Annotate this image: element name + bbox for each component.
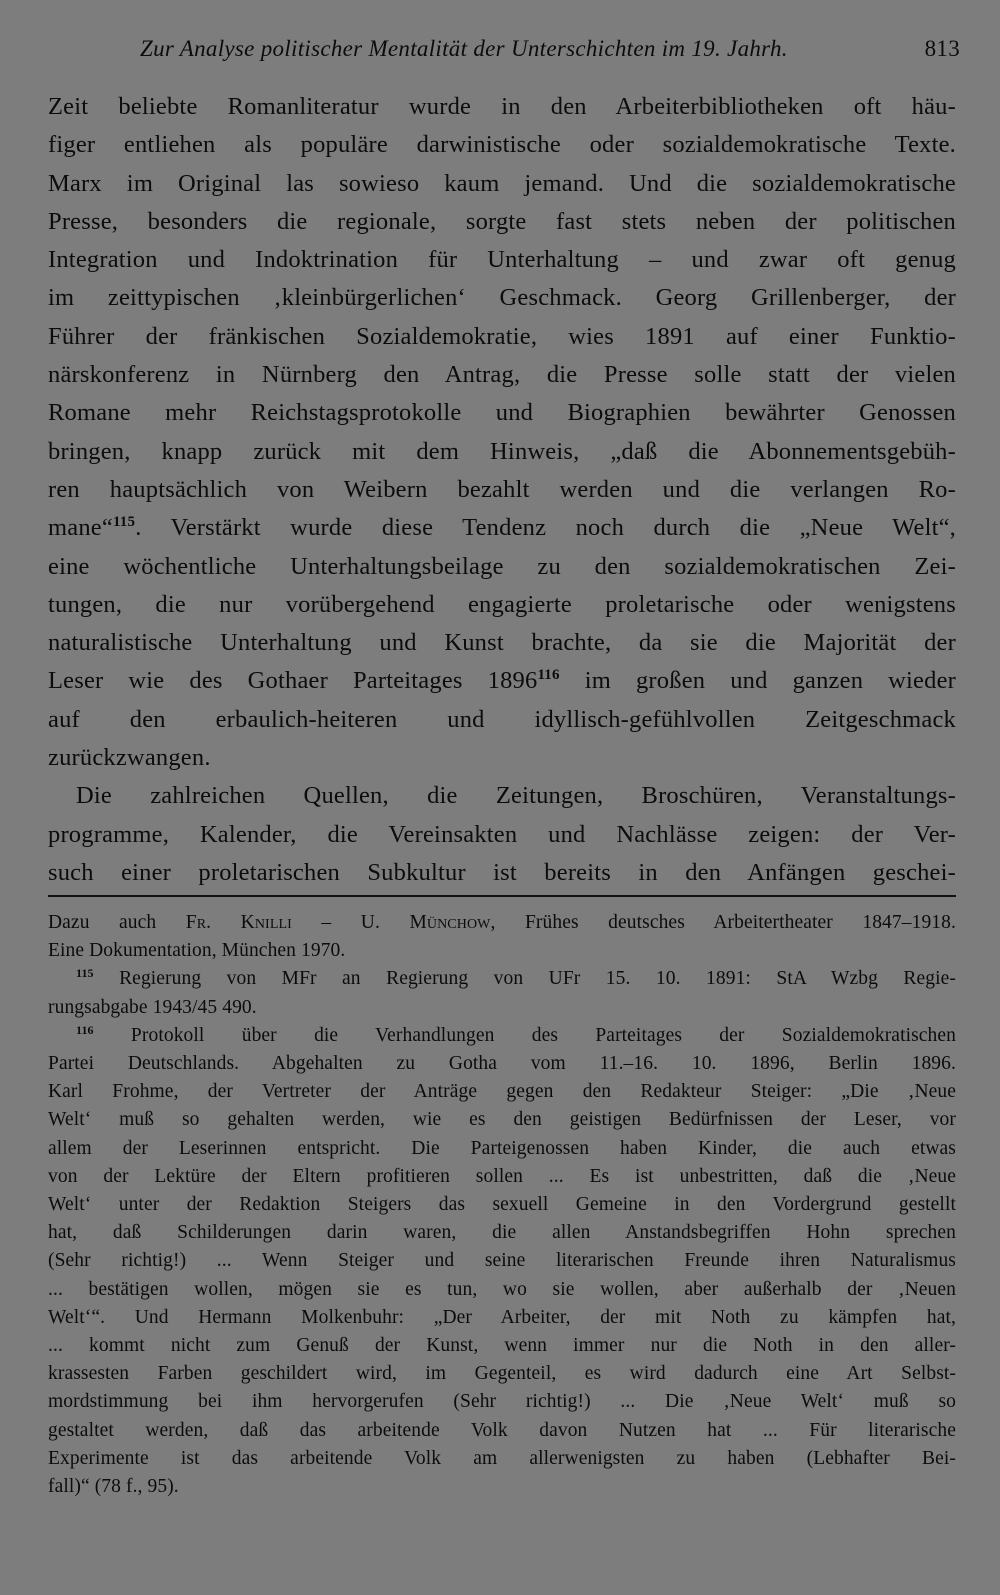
footnote-ref-116: 116	[537, 667, 560, 684]
footnote-116	[48, 1022, 956, 1050]
footnote-line: Welt‘ muß so gehalten werden, wie es den geistigen Bedürfnissen der Leser, vor	[48, 1109, 956, 1131]
text-line: auf den erbaulich-heiteren und idyllisch-gefühlvollen Zeitgeschmack	[48, 705, 956, 733]
footnote-line: ... bestätigen wollen, mögen sie es tun, wo sie wollen, aber außerhalb der ‚Neuen	[48, 1278, 956, 1300]
text-line: naturalistische Unterhaltung und Kunst brachte, da sie die Majorität der	[48, 629, 956, 657]
text-line: Presse, besonders die regionale, sorgte fast stets neben der politischen	[48, 207, 956, 235]
text-line: bringen, knapp zurück mit dem Hinweis, „daß die Abonnementsgebüh-	[48, 437, 956, 465]
text-line: programme, Kalender, die Vereinsakten und Nachlässe zeigen: der Ver-	[48, 820, 956, 848]
text-line: figer entliehen als populäre darwinistische oder sozialdemokratische Texte.	[48, 131, 956, 159]
footnote-line: Welt‘“. Und Hermann Molkenbuhr: „Der Arbeiter, der mit Noth zu kämpfen hat,	[48, 1306, 956, 1328]
page-header	[140, 30, 960, 70]
footnote-line	[48, 909, 956, 937]
footnote-line: Partei Deutschlands. Abgehalten zu Gotha vom 11.–16. 10. 1896, Berlin 1896.	[48, 1053, 956, 1075]
footnote-number: 116	[76, 1022, 94, 1037]
text-line: ren hauptsächlich von Weibern bezahlt werden und die verlangen Ro-	[48, 475, 956, 503]
footnote-line: mordstimmung bei ihm hervorgerufen (Sehr richtig!) ... Die ‚Neue Welt‘ muß so	[48, 1391, 956, 1413]
text-line: im zeittypischen ‚kleinbürgerlichen‘ Geschmack. Georg Grillenberger, der	[48, 284, 956, 312]
text-line	[48, 509, 956, 547]
text-fragment: im großen und ganzen wieder	[559, 667, 956, 695]
footnote-line: hat, daß Schilderungen darin waren, die allen Anstandsbegriffen Hohn sprechen	[48, 1222, 956, 1244]
text-line: zurückzwangen.	[48, 744, 211, 772]
text-line: Romane mehr Reichstagsprotokolle und Biographien bewährter Genossen	[48, 399, 956, 427]
body-text	[48, 88, 956, 892]
text-line: Die zahlreichen Quellen, die Zeitungen, Broschüren, Veranstaltungs-	[76, 782, 956, 810]
footnote-line: Experimente ist das arbeitende Volk am allerwenigsten zu haben (Lebhafter Bei-	[48, 1447, 956, 1469]
text-fragment: Regierung von MFr an Regierung von UFr 15. 10. 1891: StA Wzbg Regie-	[93, 968, 956, 990]
footnote-divider	[48, 895, 956, 897]
text-fragment: Dazu auch	[48, 912, 157, 933]
footnote-line: von der Lektüre der Eltern profitieren sollen ... Es ist unbestritten, daß die ‚Neue	[48, 1165, 956, 1187]
footnote-line: Karl Frohme, der Vertreter der Anträge gegen den Redakteur Steiger: „Die ‚Neue	[48, 1081, 956, 1103]
text-fragment: Leser wie des Gothaer Parteitages 1896	[48, 667, 538, 695]
text-line: eine wöchentliche Unterhaltungsbeilage zu den sozialdemokratischen Zei-	[48, 552, 956, 580]
footnote-number: 115	[76, 966, 94, 981]
footnote-line: rungsabgabe 1943/45 490.	[48, 996, 257, 1018]
footnote-line: krassesten Farben geschildert wird, im Gegenteil, es wird dadurch eine Art Selbst-	[48, 1363, 956, 1385]
footnote-line: ... kommt nicht zum Genuß der Kunst, wenn immer nur die Noth in den aller-	[48, 1335, 956, 1357]
text-line: Marx im Original las sowieso kaum jemand. Und die sozialdemokratische	[48, 169, 956, 197]
text-line: Zeit beliebte Romanliteratur wurde in den Arbeiterbibliotheken oft häu-	[48, 93, 956, 120]
footnotes	[48, 909, 956, 1501]
footnote-115	[48, 965, 956, 993]
text-line: Integration und Indoktrination für Unterhaltung – und zwar oft genug	[48, 246, 956, 274]
footnote-line: Eine Dokumentation, München 1970.	[48, 940, 346, 962]
running-title: Zur Analyse politischer Mentalität der Unterschichten im 19. Jahrh.	[140, 36, 788, 61]
text-fragment: . Verstärkt wurde diese Tendenz noch durch die „Neue Welt“,	[135, 514, 956, 542]
text-fragment: –	[321, 912, 332, 933]
text-line: such einer proletarischen Subkultur ist bereits in den Anfängen geschei-	[48, 858, 956, 886]
footnote-line: (Sehr richtig!) ... Wenn Steiger und seine literarischen Freunde ihren Naturalismus	[48, 1250, 956, 1272]
text-fragment: Protokoll über die Verhandlungen des Parteitages der Sozialdemokratischen	[93, 1024, 956, 1046]
page-number: 813	[924, 36, 960, 61]
author-name: U. Münchow	[360, 912, 491, 933]
author-name: Fr. Knilli	[185, 912, 292, 933]
text-fragment: , Frühes deutsches Arbeitertheater 1847–1918.	[490, 912, 956, 933]
text-line: tungen, die nur vorübergehend engagierte proletarische oder wenigstens	[48, 590, 956, 618]
footnote-line: Welt‘ unter der Redaktion Steigers das sexuell Gemeine in den Vordergrund gestellt	[48, 1194, 956, 1216]
text-line: närskonferenz in Nürnberg den Antrag, die Presse solle statt der vielen	[48, 361, 956, 389]
footnote-line: gestaltet werden, daß das arbeitende Volk davon Nutzen hat ... Für literarische	[48, 1419, 956, 1441]
footnote-ref-115: 115	[112, 514, 136, 531]
text-line: Führer der fränkischen Sozialdemokratie, wies 1891 auf einer Funktio-	[48, 322, 956, 350]
text-line	[48, 662, 956, 700]
footnote-line: allem der Leserinnen entspricht. Die Parteigenossen haben Kinder, die auch etwas	[48, 1137, 956, 1159]
text-fragment: mane“	[48, 514, 113, 542]
footnote-line: fall)“ (78 f., 95).	[48, 1476, 179, 1498]
